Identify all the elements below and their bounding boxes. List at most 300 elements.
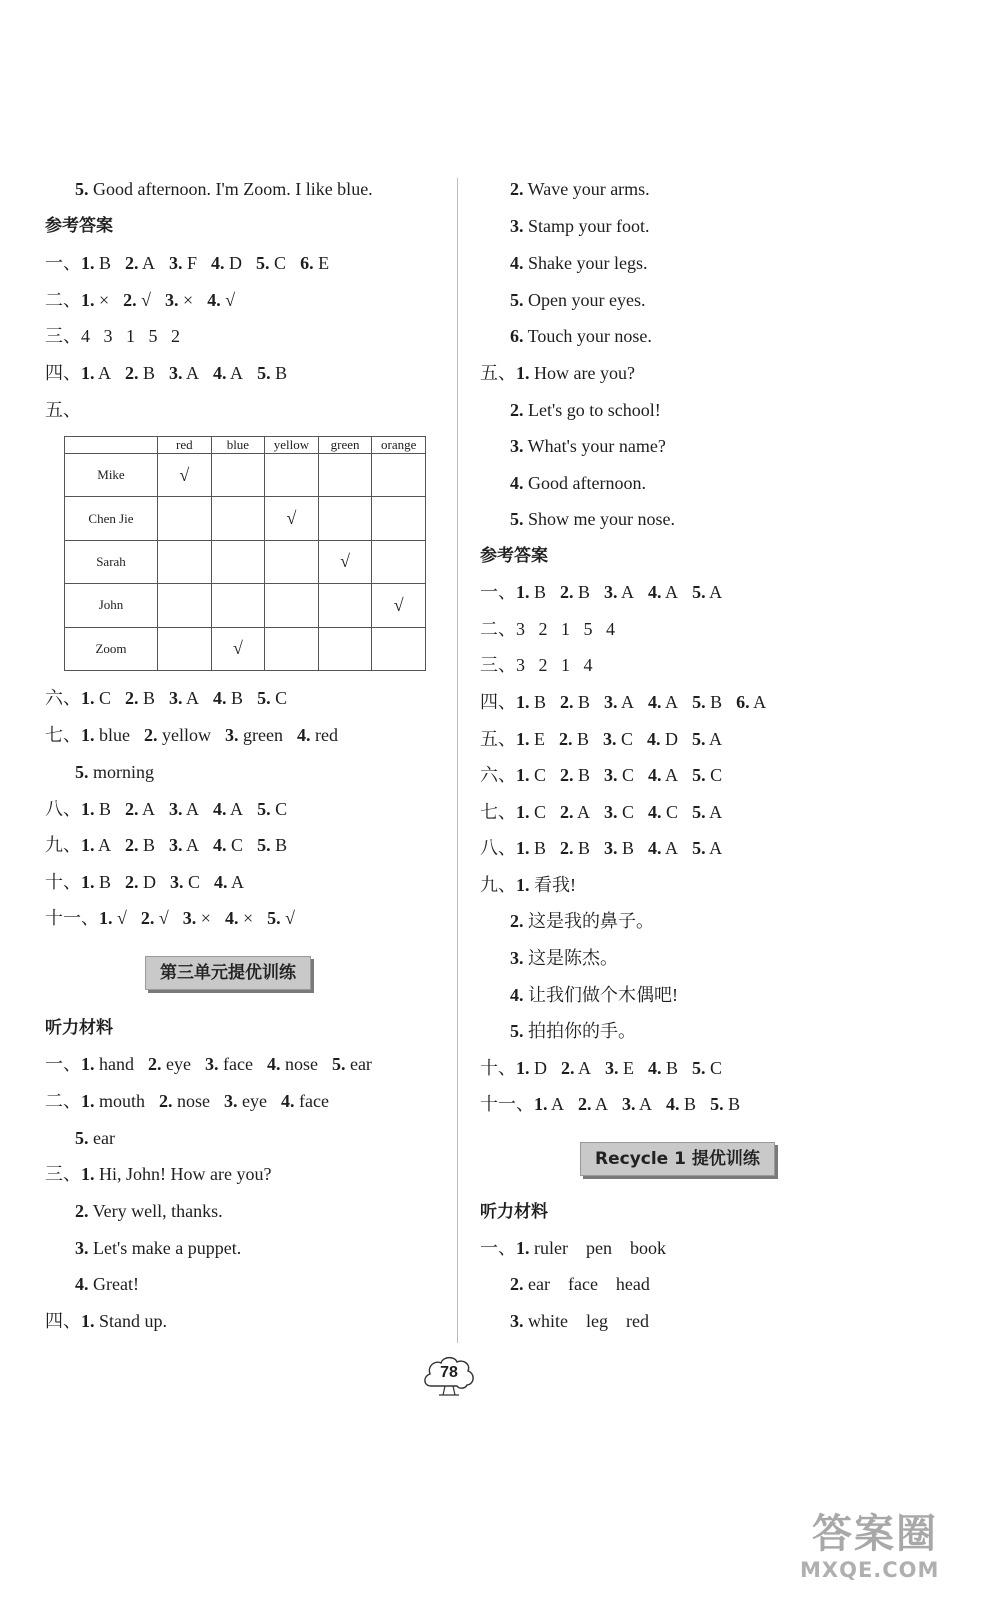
answer-item xyxy=(516,800,546,824)
answer-sequence: 4 3 1 5 2 xyxy=(81,326,180,346)
item-number: 3. xyxy=(510,436,524,456)
answer-item xyxy=(510,214,650,238)
item-answer: C xyxy=(617,765,635,785)
item-answer: B xyxy=(138,688,156,708)
item-number: 2. xyxy=(560,582,574,602)
answer-item xyxy=(692,580,722,604)
answer-item xyxy=(75,1272,139,1296)
item-answer: Hi, John! How are you? xyxy=(94,1164,272,1184)
answer-item xyxy=(604,800,634,824)
item-number: 2. xyxy=(144,725,158,745)
item-answer: B xyxy=(94,799,112,819)
question-label: 十一、 xyxy=(480,1094,534,1114)
table-header-cell: yellow xyxy=(265,437,319,454)
item-number: 1. xyxy=(516,765,530,785)
item-answer: B xyxy=(94,872,112,892)
item-answer: B xyxy=(270,835,288,855)
item-answer: Show me your nose. xyxy=(523,509,675,529)
answer-line xyxy=(480,471,660,495)
item-number: 1. xyxy=(81,835,95,855)
item-answer: A xyxy=(182,835,200,855)
item-answer: B xyxy=(138,363,156,383)
answer-line xyxy=(480,653,593,677)
item-answer: √ xyxy=(154,908,169,928)
item-answer: B xyxy=(723,1094,741,1114)
item-number: 5. xyxy=(692,692,706,712)
item-answer: C xyxy=(270,688,288,708)
table-row-name: John xyxy=(65,584,158,627)
item-number: 5. xyxy=(710,1094,724,1114)
table-cell xyxy=(318,627,372,670)
item-number: 5. xyxy=(75,1128,89,1148)
question-label: 八、 xyxy=(480,838,516,858)
answer-item xyxy=(710,1092,740,1116)
item-answer: red xyxy=(310,725,338,745)
answer-item xyxy=(281,1089,329,1113)
item-number: 3. xyxy=(604,838,618,858)
item-number: 5. xyxy=(692,802,706,822)
item-answer: B xyxy=(572,729,590,749)
item-number: 4. xyxy=(214,872,228,892)
item-number: 4. xyxy=(648,1058,662,1078)
question-label: 十一、 xyxy=(45,908,99,928)
item-number: 5. xyxy=(692,582,706,602)
answer-line xyxy=(45,288,249,312)
item-answer: Shake your legs. xyxy=(523,253,648,273)
answer-item xyxy=(648,763,678,787)
answer-item xyxy=(144,723,211,747)
item-number: 4. xyxy=(648,765,662,785)
answer-sequence: 3 2 1 5 4 xyxy=(516,619,615,639)
item-number: 2. xyxy=(123,290,137,310)
item-number: 2. xyxy=(148,1054,162,1074)
answer-item xyxy=(604,836,634,860)
item-answer: Touch your nose. xyxy=(523,326,652,346)
answer-item xyxy=(169,797,199,821)
answer-item xyxy=(692,800,722,824)
answer-item xyxy=(510,177,650,201)
table-cell: √ xyxy=(158,454,212,497)
item-number: 5. xyxy=(75,762,89,782)
item-number: 4. xyxy=(647,729,661,749)
answer-item xyxy=(75,177,373,201)
answer-item xyxy=(81,723,130,747)
item-number: 3. xyxy=(510,1311,524,1331)
item-number: 4. xyxy=(211,253,225,273)
item-number: 1. xyxy=(516,838,530,858)
item-number: 4. xyxy=(296,725,311,745)
section-heading-answers: 参考答案 xyxy=(480,546,548,566)
item-answer: C xyxy=(270,799,288,819)
question-label: 二、 xyxy=(45,1091,81,1111)
item-number: 1. xyxy=(81,290,95,310)
answer-line xyxy=(480,580,736,604)
answer-item xyxy=(256,251,286,275)
item-answer: C xyxy=(529,802,547,822)
item-answer: A xyxy=(182,363,200,383)
answer-line xyxy=(480,836,736,860)
answer-item xyxy=(510,909,654,933)
answer-item xyxy=(75,760,154,784)
table-header-cell: orange xyxy=(372,437,426,454)
item-answer: 这是我的鼻子。 xyxy=(523,911,654,931)
item-number: 2. xyxy=(510,400,524,420)
answer-item xyxy=(257,686,287,710)
item-answer: B xyxy=(573,582,591,602)
item-answer: A xyxy=(591,1094,609,1114)
table-cell xyxy=(265,627,319,670)
answer-item xyxy=(648,800,678,824)
item-number: 5. xyxy=(510,1021,524,1041)
answer-item xyxy=(736,690,766,714)
table-cell xyxy=(211,540,265,583)
item-number: 6. xyxy=(510,326,524,346)
question-label: 二、 xyxy=(480,619,516,639)
item-answer: A xyxy=(617,692,635,712)
table-cell: √ xyxy=(372,584,426,627)
answer-item xyxy=(267,1052,318,1076)
answer-line xyxy=(480,214,664,238)
item-answer: A xyxy=(705,729,723,749)
answer-item xyxy=(183,906,211,930)
item-answer: A xyxy=(573,802,591,822)
question-label: 三、 xyxy=(480,655,516,675)
table-cell xyxy=(211,454,265,497)
item-answer: A xyxy=(94,363,112,383)
item-number: 3. xyxy=(605,1058,619,1078)
answer-line xyxy=(480,398,675,422)
item-number: 5. xyxy=(256,253,270,273)
item-answer: B xyxy=(94,253,112,273)
answer-item xyxy=(148,1052,191,1076)
item-number: 3. xyxy=(204,1054,219,1074)
item-answer: C xyxy=(269,253,287,273)
item-number: 1. xyxy=(99,908,113,928)
question-label: 四、 xyxy=(480,692,516,712)
answer-item xyxy=(692,727,722,751)
answer-item xyxy=(169,833,199,857)
answer-item xyxy=(516,690,546,714)
table-cell xyxy=(211,497,265,540)
column-divider xyxy=(457,178,458,1343)
page-number: 78 xyxy=(440,1364,458,1381)
answer-item xyxy=(297,723,338,747)
answer-item xyxy=(510,1272,650,1296)
item-answer: B xyxy=(573,692,591,712)
item-number: 4. xyxy=(666,1094,680,1114)
answer-line xyxy=(480,288,659,312)
answer-line xyxy=(480,1272,664,1296)
item-number: 5. xyxy=(75,179,89,199)
answer-item xyxy=(510,1309,649,1333)
table-cell xyxy=(372,454,426,497)
item-number: 2. xyxy=(125,363,139,383)
item-number: 5. xyxy=(257,688,271,708)
item-number: 3. xyxy=(165,290,179,310)
answer-item xyxy=(603,727,633,751)
item-number: 5. xyxy=(257,835,271,855)
section-heading-answers: 参考答案 xyxy=(45,216,113,236)
answer-item xyxy=(257,797,287,821)
answer-item xyxy=(516,580,546,604)
answer-item xyxy=(510,288,645,312)
section-heading-listening: 听力材料 xyxy=(45,1018,113,1038)
item-number: 2. xyxy=(125,872,139,892)
item-number: 6. xyxy=(736,692,750,712)
item-number: 4. xyxy=(648,802,662,822)
item-answer: C xyxy=(705,1058,723,1078)
item-number: 4. xyxy=(648,692,662,712)
question-label: 五、 xyxy=(480,729,516,749)
table-cell xyxy=(211,584,265,627)
item-number: 3. xyxy=(604,692,618,712)
answer-item xyxy=(516,836,546,860)
answer-item xyxy=(75,1199,223,1223)
answer-item xyxy=(560,763,590,787)
item-number: 1. xyxy=(516,875,530,895)
answer-item xyxy=(81,1089,145,1113)
answer-item xyxy=(560,836,590,860)
answer-item xyxy=(510,251,647,275)
item-number: 1. xyxy=(516,802,530,822)
item-number: 1. xyxy=(81,1164,95,1184)
answer-line xyxy=(480,507,689,531)
question-label: 一、 xyxy=(45,1054,81,1074)
table-row xyxy=(65,584,426,627)
item-number: 5. xyxy=(692,729,706,749)
item-number: 3. xyxy=(169,835,183,855)
item-answer: Stand up. xyxy=(94,1311,168,1331)
answer-item xyxy=(207,288,235,312)
item-answer: A xyxy=(138,799,156,819)
question-label: 八、 xyxy=(45,799,81,819)
answer-item xyxy=(224,1089,267,1113)
answer-item xyxy=(125,797,155,821)
table-row xyxy=(65,454,426,497)
answer-item xyxy=(169,686,199,710)
item-number: 5. xyxy=(692,838,706,858)
answer-line xyxy=(45,797,301,821)
item-answer: Great! xyxy=(88,1274,139,1294)
question-label: 六、 xyxy=(480,765,516,785)
answer-line xyxy=(480,434,680,458)
answer-item xyxy=(647,727,678,751)
table-cell xyxy=(318,454,372,497)
item-number: 5. xyxy=(267,908,281,928)
item-answer: Wave your arms. xyxy=(523,179,650,199)
item-number: 3. xyxy=(604,765,618,785)
item-answer: B xyxy=(573,765,591,785)
item-number: 3. xyxy=(224,1091,238,1111)
answer-line xyxy=(45,870,258,894)
item-answer: √ xyxy=(280,908,295,928)
item-number: 2. xyxy=(560,692,574,712)
item-answer: B xyxy=(661,1058,679,1078)
answer-line xyxy=(45,1052,386,1076)
item-answer: B xyxy=(529,692,547,712)
item-answer: A xyxy=(661,765,679,785)
item-number: 4. xyxy=(510,985,524,1005)
item-answer: hand xyxy=(94,1054,134,1074)
answer-line xyxy=(480,946,632,970)
item-answer: A xyxy=(182,688,200,708)
answer-line xyxy=(480,1056,736,1080)
answer-line xyxy=(480,177,664,201)
item-number: 4. xyxy=(648,838,662,858)
item-number: 2. xyxy=(125,799,139,819)
item-answer: A xyxy=(749,692,767,712)
table-header-row xyxy=(65,437,426,454)
item-number: 4. xyxy=(648,582,662,602)
item-number: 4. xyxy=(213,799,227,819)
table-row-name: Mike xyxy=(65,454,158,497)
answer-line xyxy=(45,1272,153,1296)
answer-line xyxy=(480,1019,650,1043)
answer-item xyxy=(510,1019,636,1043)
item-answer: 让我们做个木偶吧! xyxy=(523,985,678,1005)
answer-line xyxy=(480,873,590,897)
item-answer: E xyxy=(618,1058,635,1078)
item-number: 1. xyxy=(81,799,95,819)
answer-item xyxy=(516,763,546,787)
item-number: 5. xyxy=(510,509,524,529)
answer-line xyxy=(45,906,309,930)
answer-line xyxy=(45,361,301,385)
table-cell xyxy=(158,627,212,670)
item-number: 1. xyxy=(516,1058,530,1078)
answer-item xyxy=(125,686,155,710)
item-answer: D xyxy=(660,729,679,749)
item-number: 1. xyxy=(516,729,530,749)
question-label: 十、 xyxy=(480,1058,516,1078)
answer-item xyxy=(559,727,589,751)
answer-line xyxy=(480,1236,680,1260)
question-label: 三、 xyxy=(45,1164,81,1184)
answer-item xyxy=(516,727,545,751)
answer-line xyxy=(480,361,649,385)
item-number: 1. xyxy=(516,692,530,712)
item-number: 3. xyxy=(604,582,618,602)
answer-item xyxy=(604,763,634,787)
question-label: 九、 xyxy=(480,875,516,895)
item-answer: A xyxy=(138,253,156,273)
answer-item xyxy=(81,361,111,385)
answer-item xyxy=(604,690,634,714)
item-answer: 看我! xyxy=(529,875,576,895)
item-answer: C xyxy=(616,729,634,749)
answer-item xyxy=(123,288,151,312)
item-number: 4. xyxy=(207,290,221,310)
item-number: 5. xyxy=(257,799,271,819)
item-answer: A xyxy=(635,1094,653,1114)
item-answer: mouth xyxy=(94,1091,146,1111)
answer-line xyxy=(480,800,736,824)
answer-item xyxy=(516,1056,547,1080)
item-number: 1. xyxy=(81,688,95,708)
answer-item xyxy=(211,251,242,275)
item-number: 1. xyxy=(516,582,530,602)
item-answer: Open your eyes. xyxy=(523,290,646,310)
item-answer: × xyxy=(178,290,194,310)
item-number: 2. xyxy=(159,1091,173,1111)
answer-item xyxy=(205,1052,253,1076)
unit-banner: 第三单元提优训练 xyxy=(145,956,311,990)
question-label: 五、 xyxy=(480,363,516,383)
answer-line xyxy=(45,686,301,710)
item-answer: √ xyxy=(136,290,152,310)
item-answer: eye xyxy=(237,1091,267,1111)
item-answer: A xyxy=(705,838,723,858)
answer-item xyxy=(560,800,590,824)
item-answer: C xyxy=(94,688,112,708)
answer-item xyxy=(692,836,722,860)
item-number: 1. xyxy=(81,1091,95,1111)
item-answer: D xyxy=(138,872,157,892)
item-answer: ruler pen book xyxy=(529,1238,666,1258)
answer-item xyxy=(648,1056,678,1080)
item-answer: Very well, thanks. xyxy=(88,1201,223,1221)
table-row-name: Sarah xyxy=(65,540,158,583)
answer-line xyxy=(45,1309,181,1333)
question-label: 六、 xyxy=(45,688,81,708)
answer-item xyxy=(332,1052,372,1076)
color-answer-table xyxy=(64,436,426,671)
table-cell xyxy=(265,584,319,627)
table-row xyxy=(65,497,426,540)
item-number: 3. xyxy=(169,363,183,383)
item-answer: C xyxy=(226,835,244,855)
item-answer: C xyxy=(529,765,547,785)
item-answer: D xyxy=(529,1058,547,1078)
item-number: 1. xyxy=(534,1094,548,1114)
answer-item xyxy=(81,288,109,312)
item-number: 2. xyxy=(125,253,139,273)
item-answer: A xyxy=(617,582,635,602)
item-answer: A xyxy=(705,582,723,602)
answer-item xyxy=(648,580,678,604)
answer-item xyxy=(622,1092,652,1116)
answer-line xyxy=(45,723,352,747)
item-answer: √ xyxy=(220,290,236,310)
item-answer: eye xyxy=(161,1054,191,1074)
item-number: 1. xyxy=(81,872,95,892)
answer-item xyxy=(604,580,634,604)
item-answer: A xyxy=(705,802,723,822)
item-answer: How are you? xyxy=(529,363,635,383)
watermark-title: 答案圈 xyxy=(812,1511,938,1557)
answer-item xyxy=(81,833,111,857)
item-number: 1. xyxy=(516,363,530,383)
answer-item xyxy=(648,690,678,714)
item-answer: face xyxy=(218,1054,253,1074)
answer-line xyxy=(45,1199,237,1223)
answer-line xyxy=(45,1236,255,1260)
answer-item xyxy=(141,906,169,930)
answer-item xyxy=(81,686,111,710)
item-answer: C xyxy=(661,802,679,822)
item-number: 2. xyxy=(561,1058,575,1078)
item-answer: Stamp your foot. xyxy=(523,216,650,236)
table-cell: √ xyxy=(211,627,265,670)
item-number: 4. xyxy=(213,835,227,855)
item-answer: B xyxy=(138,835,156,855)
item-number: 4. xyxy=(75,1274,89,1294)
item-answer: B xyxy=(529,582,547,602)
recycle-banner: Recycle 1 提优训练 xyxy=(580,1142,775,1176)
answer-item xyxy=(165,288,193,312)
watermark-url: MXQE.COM xyxy=(800,1558,940,1582)
answer-line xyxy=(480,251,661,275)
